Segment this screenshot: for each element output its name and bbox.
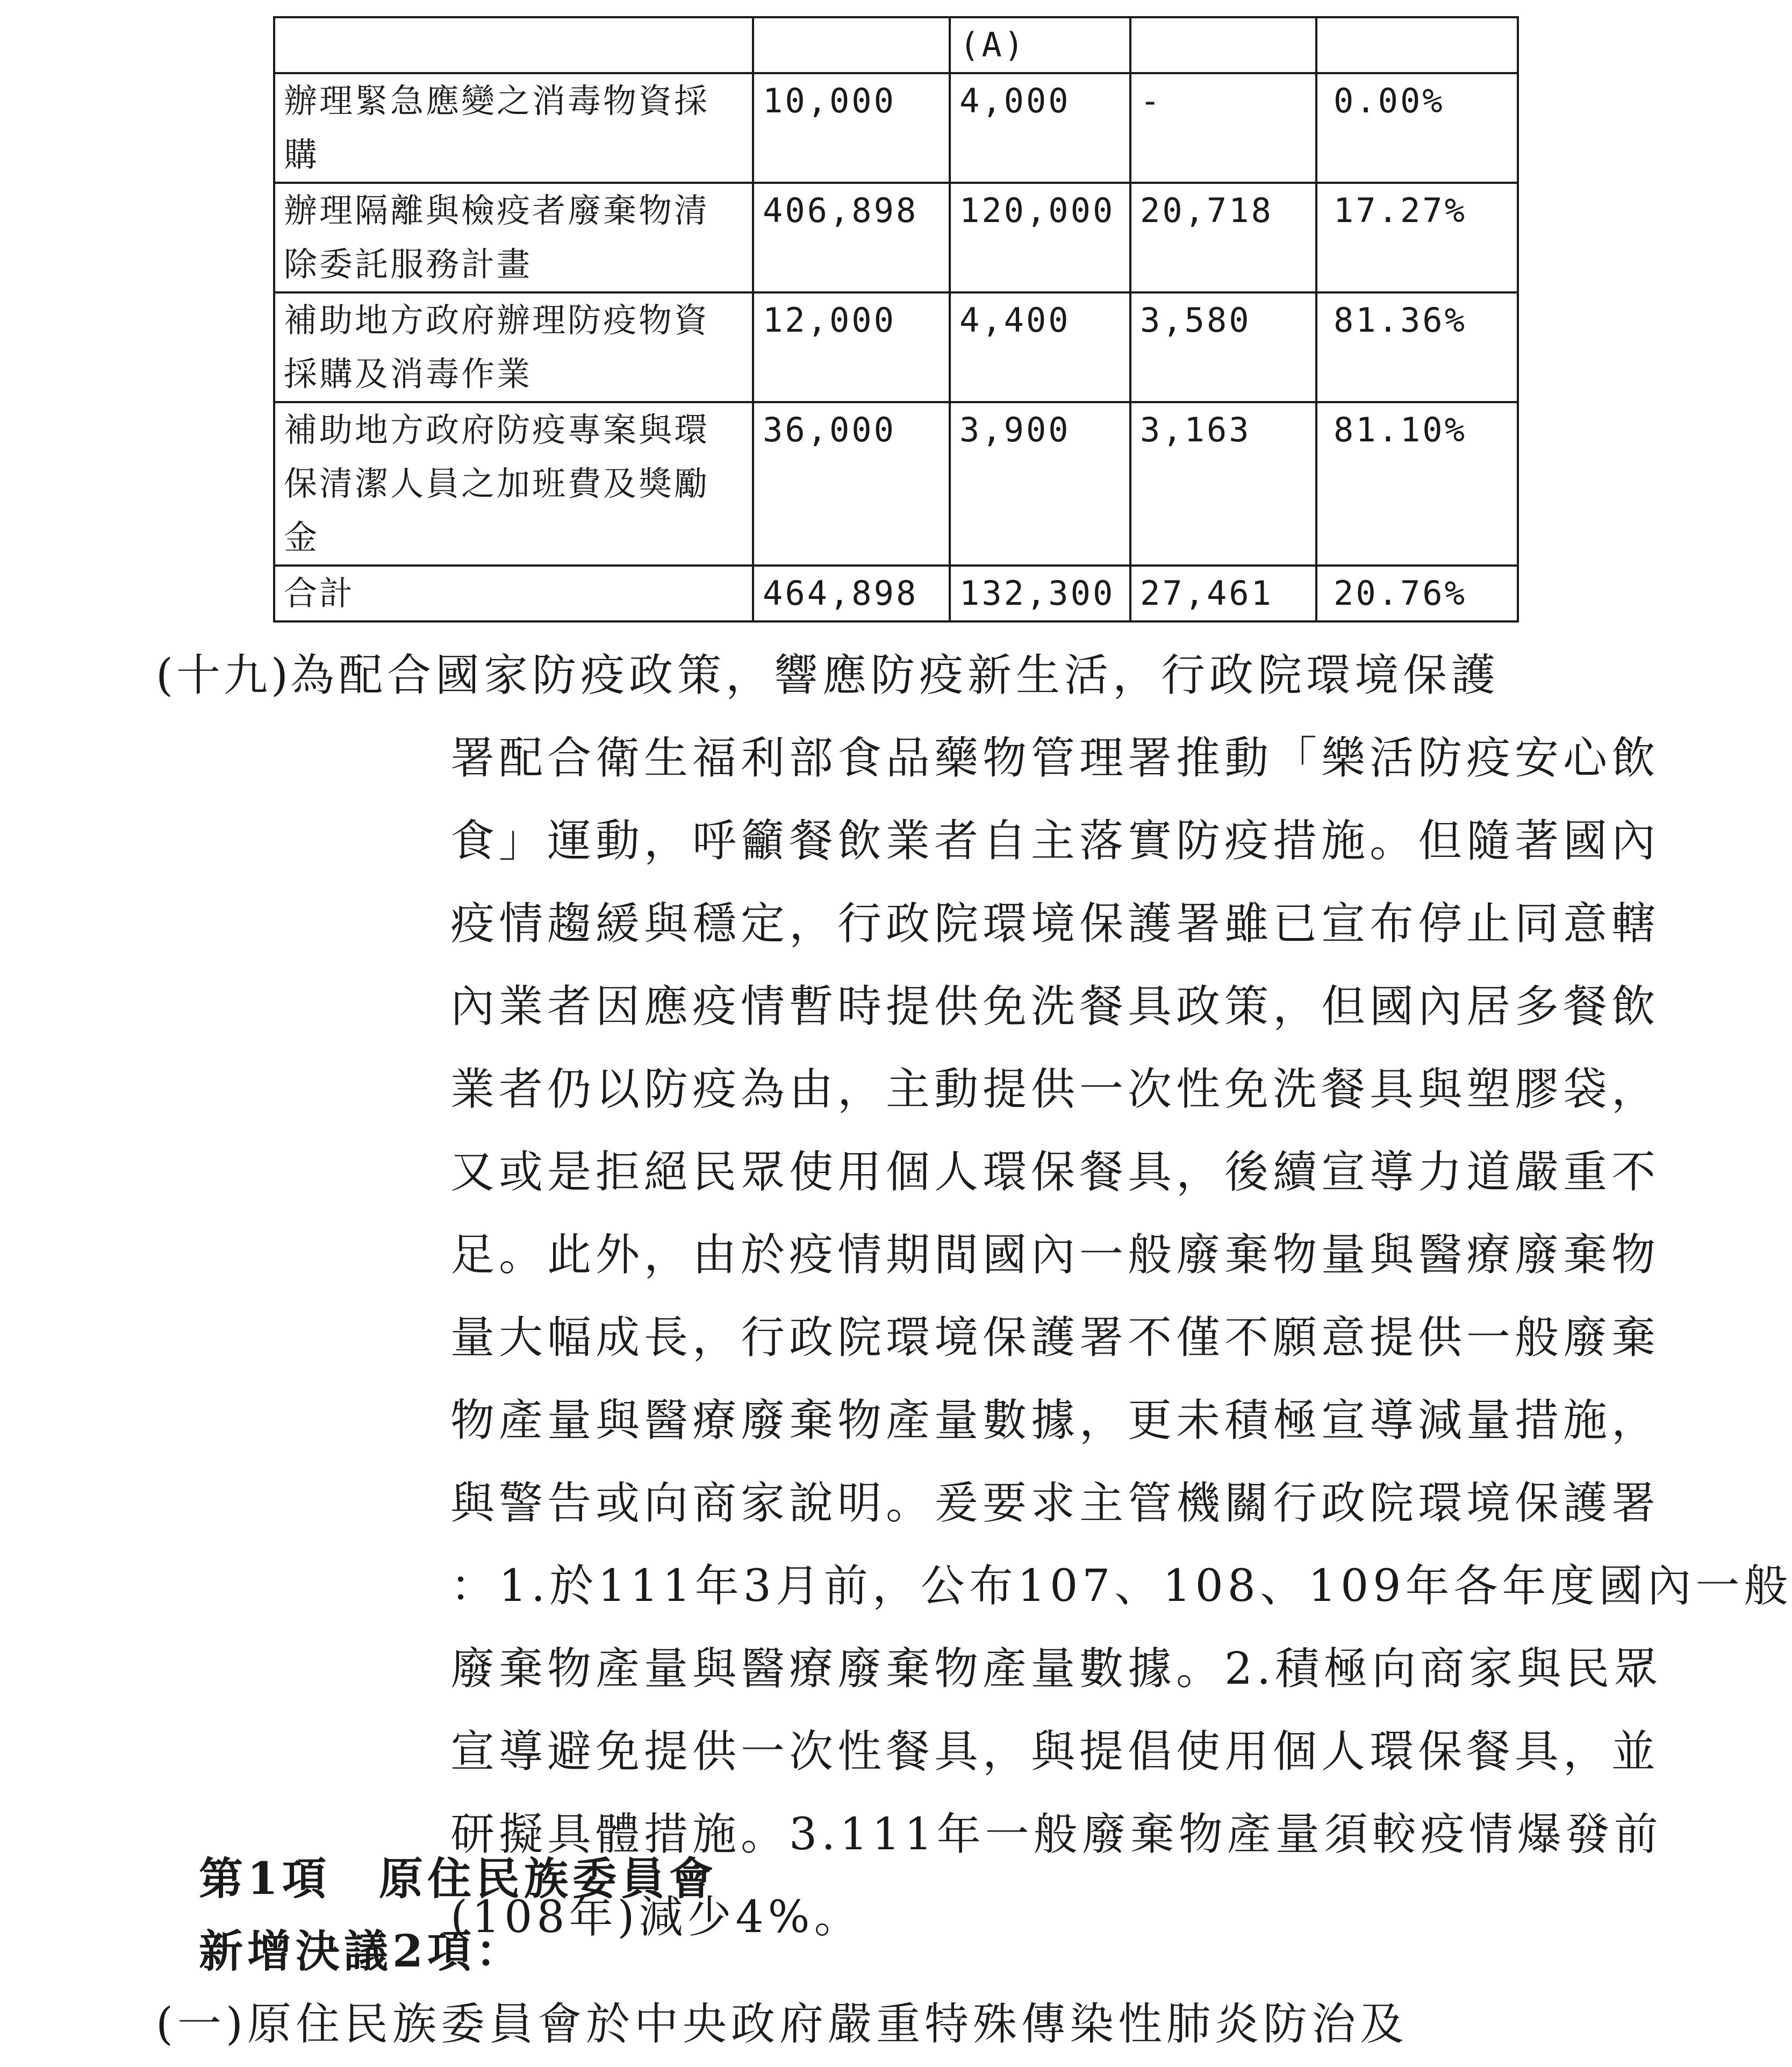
table-header-cell	[274, 17, 753, 73]
paragraph-line: 研擬具體措施。3.111年一般廢棄物產量須較疫情爆發前	[450, 1809, 1662, 1860]
table-row	[274, 292, 1518, 402]
table-cell-value: 3,580	[1130, 292, 1316, 402]
table-total-value: 27,461	[1130, 566, 1316, 621]
paragraph-line: 量大幅成長，行政院環境保護署不僅不願意提供一般廢棄	[450, 1312, 1660, 1363]
paragraph-line: ：1.於111年3月前，公布107、108、109年各年度國內一般	[450, 1561, 1792, 1612]
paragraph-line: 又或是拒絕民眾使用個人環保餐具，後續宣導力道嚴重不	[450, 1147, 1660, 1198]
table-header-cell	[1130, 17, 1316, 73]
table-total-value: 464,898	[753, 566, 950, 621]
paragraph-line: 署配合衛生福利部食品藥物管理署推動「樂活防疫安心飲	[450, 733, 1660, 784]
paragraph-line: 疫情趨緩與穩定，行政院環境保護署雖已宣布停止同意轄	[450, 898, 1660, 949]
section-title: 第1項 原住民族委員會	[199, 1853, 718, 1905]
table-row	[274, 183, 1518, 292]
table-header-row	[274, 17, 1518, 73]
table-cell-item: 補助地方政府辦理防疫物資採購及消毒作業	[274, 292, 753, 402]
table-cell-value: 36,000	[753, 402, 950, 566]
paragraph-line: 物產量與醫療廢棄物產量數據，更未積極宣導減量措施，	[450, 1395, 1660, 1446]
table-cell-value: 17.27%	[1316, 183, 1518, 292]
table-total-row	[274, 566, 1518, 621]
budget-table	[273, 16, 1519, 623]
table-header-cell	[1316, 17, 1518, 73]
paragraph-line: 廢棄物產量與醫療廢棄物產量數據。2.積極向商家與民眾	[450, 1643, 1662, 1694]
item-marker: (十九)	[156, 650, 291, 701]
table-total-value: 20.76%	[1316, 566, 1518, 621]
table-row	[274, 73, 1518, 183]
paragraph-line: 足。此外，由於疫情期間國內一般廢棄物量與醫療廢棄物	[450, 1229, 1660, 1281]
table-cell-item: 辦理緊急應變之消毒物資採購	[274, 73, 753, 183]
table-cell-value: 3,900	[950, 402, 1130, 566]
table-cell-value: 10,000	[753, 73, 950, 183]
paragraph-line: 宣導避免提供一次性餐具，與提倡使用個人環保餐具，並	[450, 1726, 1660, 1777]
table-total-label: 合計	[274, 566, 753, 621]
table-cell-value: -	[1130, 73, 1316, 183]
table-total-value: 132,300	[950, 566, 1130, 621]
paragraph-line: 內業者因應疫情暫時提供免洗餐具政策，但國內居多餐飲	[450, 981, 1660, 1032]
paragraph-item-1: (一)原住民族委員會於中央政府嚴重特殊傳染性肺炎防治及	[156, 1999, 1408, 2050]
table-cell-value: 120,000	[950, 183, 1130, 292]
paragraph-line: (108年)減少4%。	[450, 1892, 863, 1943]
table-cell-value: 406,898	[753, 183, 950, 292]
table-cell-value: 4,400	[950, 292, 1130, 402]
table-cell-value: 4,000	[950, 73, 1130, 183]
paragraph-line: 為配合國家防疫政策，響應防疫新生活，行政院環境保護	[290, 650, 1500, 701]
section-subtitle: 新增決議2項：	[199, 1926, 525, 1977]
table-cell-value: 0.00%	[1316, 73, 1518, 183]
table-cell-value: 20,718	[1130, 183, 1316, 292]
table-header-cell	[753, 17, 950, 73]
table-cell-value: 3,163	[1130, 402, 1316, 566]
table-cell-item: 辦理隔離與檢疫者廢棄物清除委託服務計畫	[274, 183, 753, 292]
table-cell-item: 補助地方政府防疫專案與環保清潔人員之加班費及獎勵金	[274, 402, 753, 566]
paragraph-line: 食」運動，呼籲餐飲業者自主落實防疫措施。但隨著國內	[450, 816, 1660, 867]
table-cell-value: 81.36%	[1316, 292, 1518, 402]
table-cell-value: 12,000	[753, 292, 950, 402]
table-header-cell: (A)	[950, 17, 1130, 73]
paragraph-line: 與警告或向商家說明。爰要求主管機關行政院環境保護署	[450, 1478, 1660, 1529]
paragraph-line: 業者仍以防疫為由，主動提供一次性免洗餐具與塑膠袋，	[450, 1064, 1660, 1115]
table-row	[274, 402, 1518, 566]
table-cell-value: 81.10%	[1316, 402, 1518, 566]
